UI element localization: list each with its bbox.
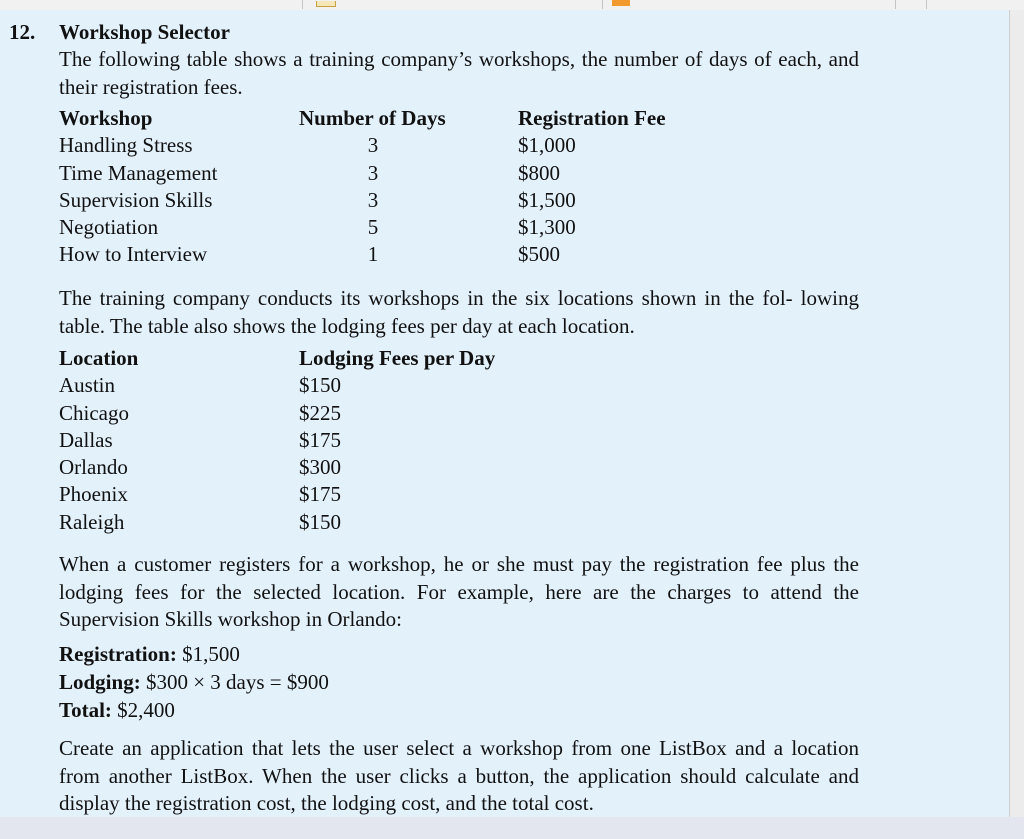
- workshop-fee: $1,500: [518, 187, 576, 212]
- lodging-fee: $300: [299, 455, 341, 480]
- header-workshop: Workshop: [59, 106, 153, 130]
- location-name: Dallas: [59, 427, 113, 452]
- total-line: [59, 696, 329, 724]
- workshop-fee: $1,300: [518, 215, 576, 240]
- workshop-days: 1: [367, 242, 379, 267]
- workshop-fee: $800: [518, 160, 560, 185]
- header-days: Number of Days: [299, 106, 446, 130]
- workshop-name: Negotiation: [59, 215, 159, 240]
- workshop-days: 5: [367, 215, 379, 240]
- document-page: [0, 10, 1009, 817]
- workshop-fee: $1,000: [518, 133, 576, 158]
- location-name: Orlando: [59, 455, 128, 480]
- instructions-paragraph: Create an application that lets the user select a workshop from one ListBox and a location from another ListBox. When the user clicks a button, the application should calculate and display the registration cost, the lodging cost, and the total cost.: [59, 736, 859, 815]
- workshop-days: 3: [367, 160, 379, 185]
- toolbar-segment: [895, 0, 927, 9]
- intro-paragraph: The following table shows a training company’s workshops, the number of days of each, and their registration fees.: [59, 47, 859, 99]
- location-name: Phoenix: [59, 482, 128, 507]
- toolbar-segment: [0, 0, 303, 9]
- header-lodging: Lodging Fees per Day: [299, 346, 496, 370]
- lodging-fee: $175: [299, 427, 341, 452]
- header-location: Location: [59, 346, 139, 370]
- lodging-fee: $150: [299, 509, 341, 534]
- vertical-scrollbar[interactable]: [1009, 10, 1024, 817]
- workshop-name: Time Management: [59, 160, 218, 185]
- total-value: $2,400: [117, 698, 175, 722]
- example-calculation: [59, 640, 329, 724]
- location-name: Austin: [59, 373, 116, 398]
- lodging-line: [59, 668, 329, 696]
- question-title: Workshop Selector: [59, 20, 230, 44]
- workshop-fee: $500: [518, 242, 560, 267]
- total-label: Total:: [59, 698, 112, 722]
- workshop-name: Handling Stress: [59, 133, 193, 158]
- bottom-bar: [0, 817, 1024, 839]
- toolbar-segment: [302, 0, 603, 9]
- registration-value: $1,500: [182, 642, 240, 666]
- lodging-value: $300 × 3 days = $900: [145, 670, 329, 694]
- workshop-name: How to Interview: [59, 242, 208, 267]
- workshop-days: 3: [367, 133, 379, 158]
- workshop-name: Supervision Skills: [59, 187, 213, 212]
- locations-paragraph: The training company conducts its workshops in the six locations shown in the fol- lowing table. The table also shows the lodging fees per day at each location.: [59, 286, 859, 338]
- header-fee: Registration Fee: [518, 106, 666, 130]
- workshop-days: 3: [367, 187, 379, 212]
- location-name: Chicago: [59, 400, 129, 425]
- question-number: 12.: [9, 20, 36, 44]
- lodging-fee: $150: [299, 373, 341, 398]
- registration-line: [59, 640, 329, 668]
- registration-label: Registration:: [59, 642, 177, 666]
- example-paragraph: When a customer registers for a workshop, he or she must pay the registration fee plus the lodging fees for the selected location. For example, here are the charges to attend the Supervision Skills workshop in Orlando:: [59, 552, 859, 631]
- lodging-fee: $175: [299, 482, 341, 507]
- location-name: Raleigh: [59, 509, 125, 534]
- toolbar-icon: [316, 1, 336, 7]
- toolbar-accent-icon: [612, 0, 630, 6]
- lodging-fee: $225: [299, 400, 341, 425]
- lodging-label: Lodging:: [59, 670, 141, 694]
